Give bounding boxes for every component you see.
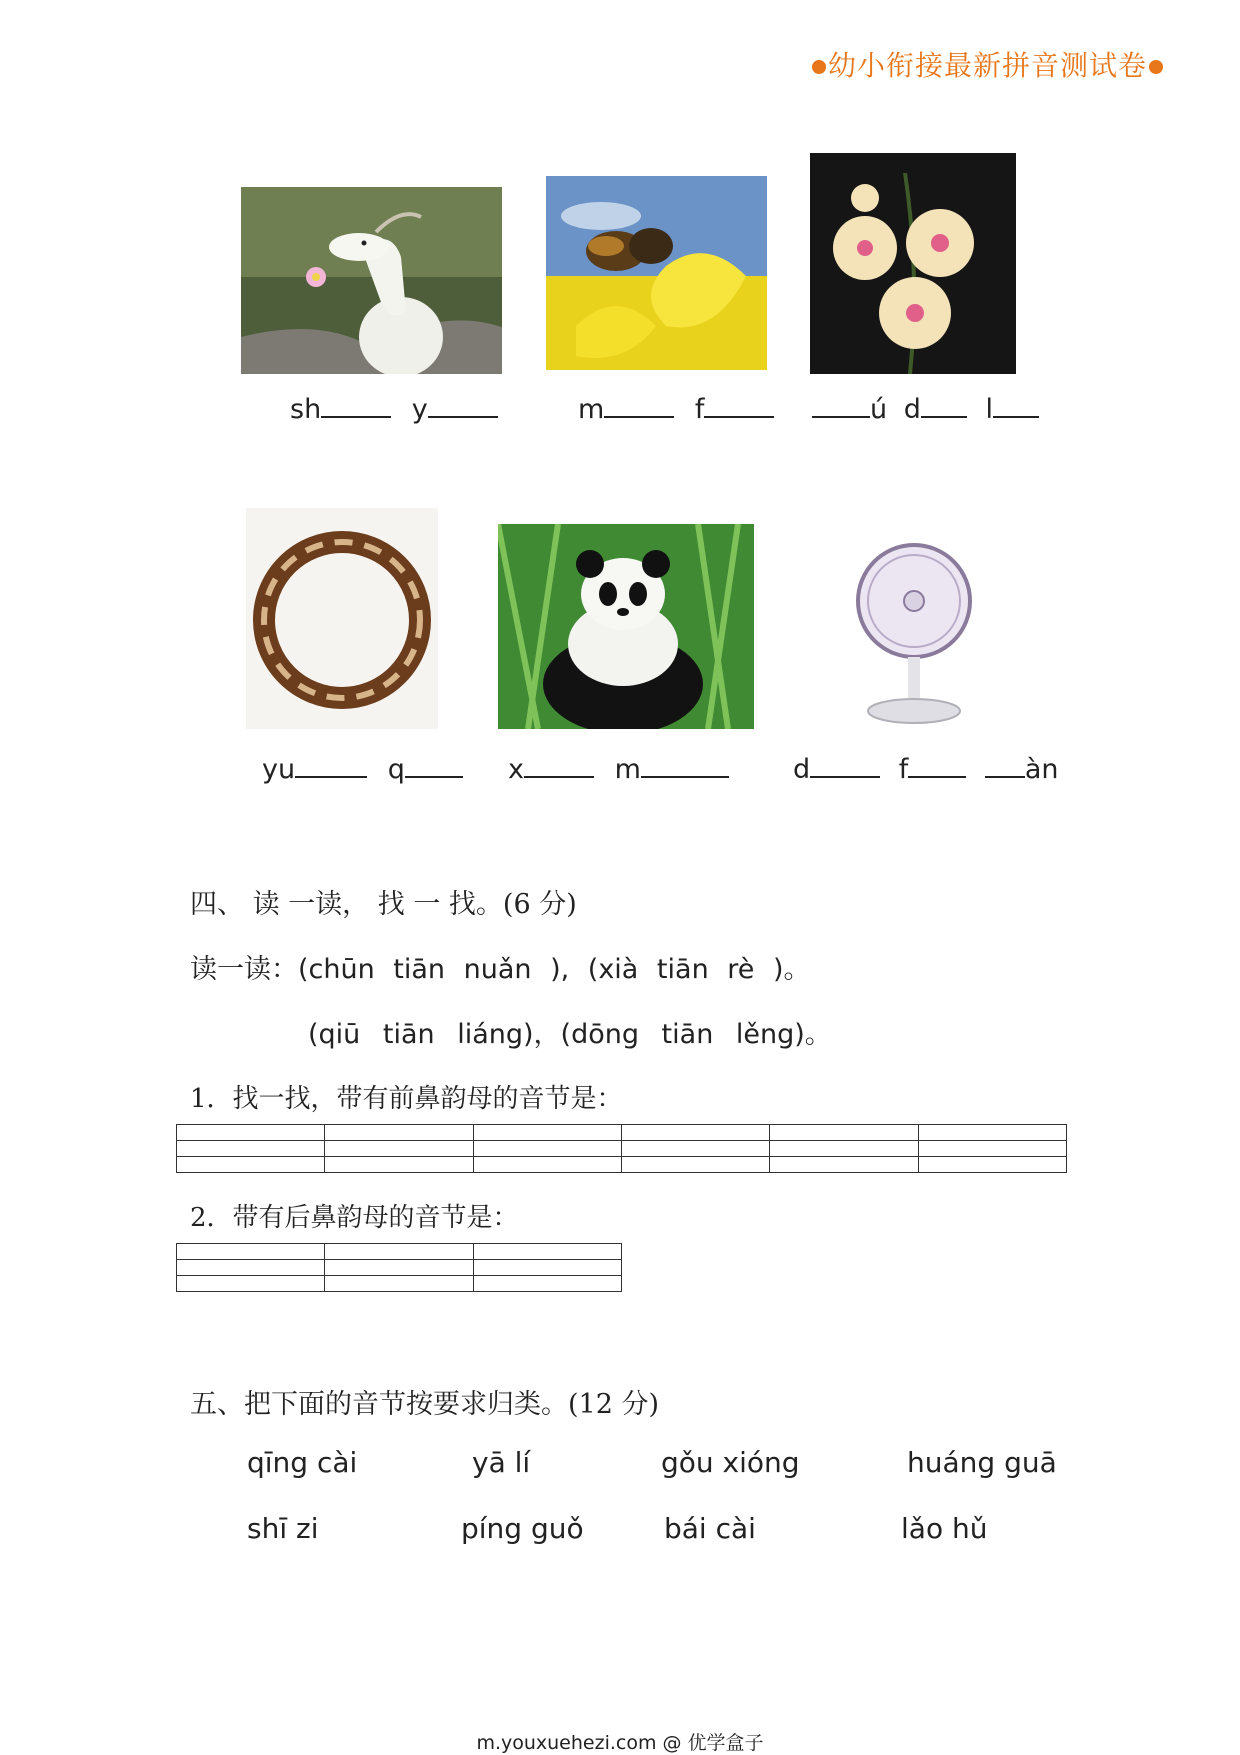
header-title: 幼小衔接最新拼音测试卷 [828,49,1148,82]
answer-blank[interactable] [524,754,594,778]
answer-blank[interactable] [428,394,498,418]
answer-blank[interactable] [985,754,1025,778]
footer-watermark: m.youxuehezi.com @ 优学盒子 [476,1732,764,1754]
answer-blank[interactable] [321,394,391,418]
answer-blank[interactable] [641,754,729,778]
panda-blank-line [508,754,729,785]
syllable-item: shī zi [247,1512,319,1545]
answer-blank[interactable] [812,394,870,418]
blank-prefix: m [614,754,641,785]
syllable-item: lǎo hǔ [901,1512,988,1545]
syllable-item: yā lí [472,1446,531,1479]
answer-blank[interactable] [704,394,774,418]
answer-blank[interactable] [921,394,967,418]
section5-title: 五、把下面的音节按要求归类。(12 分) [190,1389,660,1420]
bee-image [546,176,767,370]
blank-prefix: m [578,394,605,425]
blank-prefix: f [898,754,909,785]
answer-blank[interactable] [405,754,463,778]
read-line-1 [190,947,811,986]
bullet-dot-icon [812,60,826,74]
goat-image [241,187,502,374]
bee-blank-line [578,394,774,425]
answer-blank[interactable] [295,754,367,778]
page-header [810,44,1165,84]
answer-blank[interactable] [908,754,966,778]
syllable-item: bái cài [664,1512,756,1545]
panda-image [498,524,754,729]
blank-prefix: d [903,394,921,425]
blank-prefix: yu [262,754,296,785]
fan-image [848,539,978,729]
syllable-item: qīng cài [247,1446,358,1479]
orchid-image [810,153,1016,374]
blank-prefix: f [694,394,705,425]
syllable-item: píng guǒ [461,1512,584,1545]
ring-image [246,508,438,729]
answer-blank[interactable] [993,394,1039,418]
blank-prefix: l [985,394,993,425]
section4-title: 四、 读 一读， 找 一 找。(6 分) [190,889,577,920]
answer-grid-back-nasal[interactable] [176,1243,622,1292]
blank-prefix: x [508,754,524,785]
read-line-2: (qiū tiān liáng)，(dōng tiān lěng)。 [308,1019,832,1050]
blank-prefix: y [411,394,428,425]
bullet-dot-icon [1149,60,1163,74]
ring-blank-line [262,754,463,785]
blank-suffix: àn [1024,754,1059,785]
blank-suffix: ú [870,394,888,425]
syllable-item: gǒu xióng [661,1446,800,1479]
pinyin-line: (chūn tiān nuǎn ), (xià tiān rè )。 [298,954,811,985]
answer-blank[interactable] [604,394,674,418]
goat-blank-line [290,394,498,425]
blank-prefix: q [387,754,405,785]
blank-prefix: d [793,754,811,785]
question-2: 2．带有后鼻韵母的音节是： [190,1203,519,1233]
answer-grid-front-nasal[interactable] [176,1124,1067,1173]
orchid-blank-line [812,394,1039,425]
syllable-item: huáng guā [907,1446,1057,1479]
blank-prefix: sh [290,394,322,425]
question-1: 1．找一找，带有前鼻韵母的音节是： [190,1084,623,1114]
fan-blank-line [793,754,1059,785]
answer-blank[interactable] [810,754,880,778]
read-label: 读一读： [190,954,298,985]
